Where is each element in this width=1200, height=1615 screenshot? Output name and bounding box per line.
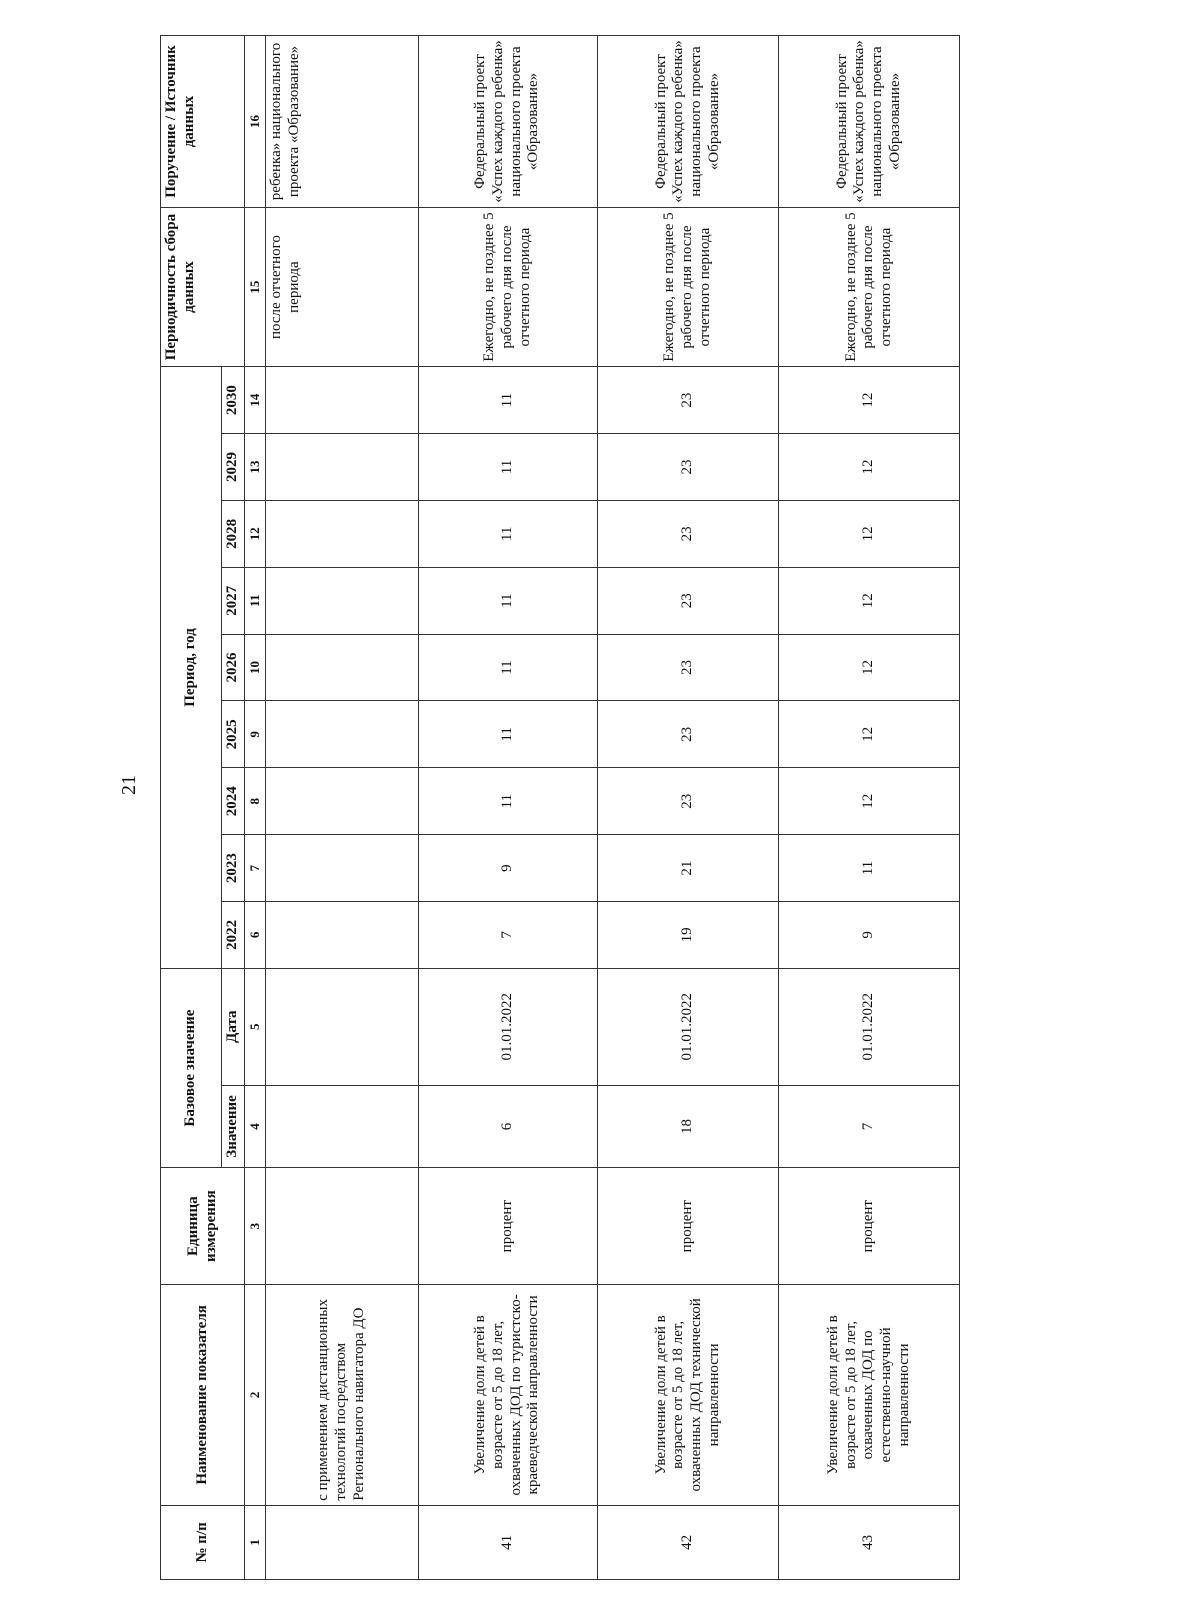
row-num bbox=[265, 1505, 418, 1579]
column-number: 13 bbox=[245, 434, 265, 501]
header-year: 2022 bbox=[222, 901, 245, 968]
column-number: 3 bbox=[245, 1168, 265, 1285]
row-base-date: 01.01.2022 bbox=[779, 968, 960, 1085]
column-number: 2 bbox=[245, 1285, 265, 1506]
row-year-value: 7 bbox=[418, 901, 597, 968]
column-number: 11 bbox=[245, 567, 265, 634]
header-year: 2028 bbox=[222, 500, 245, 567]
table-row bbox=[418, 36, 597, 1580]
row-year-value: 12 bbox=[779, 567, 960, 634]
rotated-table-wrapper bbox=[160, 35, 960, 1580]
row-year-value: 23 bbox=[597, 634, 779, 701]
row-num: 41 bbox=[418, 1505, 597, 1579]
row-frequency: после отчетного периода bbox=[265, 207, 418, 366]
column-number: 6 bbox=[245, 901, 265, 968]
header-year: 2025 bbox=[222, 701, 245, 768]
header-period: Период, год bbox=[161, 367, 222, 969]
row-year-value bbox=[265, 901, 418, 968]
row-year-value: 19 bbox=[597, 901, 779, 968]
row-year-value: 12 bbox=[779, 367, 960, 434]
row-year-value: 23 bbox=[597, 567, 779, 634]
row-year-value: 23 bbox=[597, 500, 779, 567]
row-year-value bbox=[265, 701, 418, 768]
row-name: Увеличение доли детей в возрасте от 5 до 18 лет, охваченных ДОД по естественно-научной направленности bbox=[779, 1285, 960, 1506]
column-number: 7 bbox=[245, 835, 265, 902]
row-year-value bbox=[265, 434, 418, 501]
header-base-value: Значение bbox=[222, 1085, 245, 1168]
row-name: Увеличение доли детей в возрасте от 5 до 18 лет, охваченных ДОД по туристско-краеведческой направленности bbox=[418, 1285, 597, 1506]
row-year-value bbox=[265, 367, 418, 434]
row-base-value: 6 bbox=[418, 1085, 597, 1168]
header-year: 2026 bbox=[222, 634, 245, 701]
row-frequency: Ежегодно, не позднее 5 рабочего дня после отчетного периода bbox=[597, 207, 779, 366]
row-frequency: Ежегодно, не позднее 5 рабочего дня после отчетного периода bbox=[779, 207, 960, 366]
row-year-value: 11 bbox=[418, 768, 597, 835]
row-year-value bbox=[265, 835, 418, 902]
row-base-date: 01.01.2022 bbox=[418, 968, 597, 1085]
row-year-value: 23 bbox=[597, 701, 779, 768]
row-source: Федеральный проект «Успех каждого ребенка» национального проекта «Образование» bbox=[779, 36, 960, 208]
column-number: 14 bbox=[245, 367, 265, 434]
row-source: ребенка» национального проекта «Образование» bbox=[265, 36, 418, 208]
row-source: Федеральный проект «Успех каждого ребенка» национального проекта «Образование» bbox=[597, 36, 779, 208]
header-base-date: Дата bbox=[222, 968, 245, 1085]
row-year-value: 12 bbox=[779, 434, 960, 501]
row-year-value: 9 bbox=[779, 901, 960, 968]
column-number: 16 bbox=[245, 36, 265, 208]
row-year-value: 23 bbox=[597, 434, 779, 501]
row-year-value: 11 bbox=[418, 500, 597, 567]
column-number: 8 bbox=[245, 768, 265, 835]
row-base-value: 18 bbox=[597, 1085, 779, 1168]
row-unit: процент bbox=[779, 1168, 960, 1285]
page-number: 21 bbox=[118, 775, 140, 795]
row-year-value: 12 bbox=[779, 634, 960, 701]
row-name: Увеличение доли детей в возрасте от 5 до 18 лет, охваченных ДОД технической направленности bbox=[597, 1285, 779, 1506]
header-row-top bbox=[161, 36, 222, 1580]
header-year: 2024 bbox=[222, 768, 245, 835]
table-row bbox=[779, 36, 960, 1580]
header-year: 2030 bbox=[222, 367, 245, 434]
row-year-value: 12 bbox=[779, 500, 960, 567]
row-num: 42 bbox=[597, 1505, 779, 1579]
row-year-value bbox=[265, 567, 418, 634]
column-number: 10 bbox=[245, 634, 265, 701]
row-year-value: 11 bbox=[418, 567, 597, 634]
column-number: 4 bbox=[245, 1085, 265, 1168]
row-year-value bbox=[265, 768, 418, 835]
indicators-table bbox=[160, 35, 960, 1580]
row-name: с применением дистанционных технологий посредством Регионального навигатора ДО bbox=[265, 1285, 418, 1506]
row-unit bbox=[265, 1168, 418, 1285]
column-number: 5 bbox=[245, 968, 265, 1085]
row-year-value: 11 bbox=[418, 434, 597, 501]
row-frequency: Ежегодно, не позднее 5 рабочего дня после отчетного периода bbox=[418, 207, 597, 366]
row-year-value: 12 bbox=[779, 768, 960, 835]
column-number: 15 bbox=[245, 207, 265, 366]
row-year-value: 12 bbox=[779, 701, 960, 768]
row-year-value: 11 bbox=[418, 367, 597, 434]
row-year-value bbox=[265, 500, 418, 567]
row-base-value bbox=[265, 1085, 418, 1168]
table-row bbox=[597, 36, 779, 1580]
column-number-row bbox=[245, 36, 265, 1580]
header-base: Базовое значение bbox=[161, 968, 222, 1167]
column-number: 9 bbox=[245, 701, 265, 768]
row-base-date bbox=[265, 968, 418, 1085]
row-year-value: 9 bbox=[418, 835, 597, 902]
header-year: 2027 bbox=[222, 567, 245, 634]
header-year: 2023 bbox=[222, 835, 245, 902]
row-unit: процент bbox=[597, 1168, 779, 1285]
header-source: Поручение / Источник данных bbox=[161, 36, 245, 208]
column-number: 1 bbox=[245, 1505, 265, 1579]
row-year-value: 11 bbox=[418, 701, 597, 768]
row-year-value: 23 bbox=[597, 367, 779, 434]
row-year-value: 11 bbox=[779, 835, 960, 902]
row-base-date: 01.01.2022 bbox=[597, 968, 779, 1085]
header-name: Наименование показателя bbox=[161, 1285, 245, 1506]
row-year-value bbox=[265, 634, 418, 701]
row-base-value: 7 bbox=[779, 1085, 960, 1168]
header-year: 2029 bbox=[222, 434, 245, 501]
row-unit: процент bbox=[418, 1168, 597, 1285]
header-num: № п/п bbox=[161, 1505, 245, 1579]
header-unit: Единица измерения bbox=[161, 1168, 245, 1285]
table-row bbox=[265, 36, 418, 1580]
row-year-value: 11 bbox=[418, 634, 597, 701]
row-year-value: 23 bbox=[597, 768, 779, 835]
header-frequency: Периодичность сбора данных bbox=[161, 207, 245, 366]
row-num: 43 bbox=[779, 1505, 960, 1579]
row-source: Федеральный проект «Успех каждого ребенка» национального проекта «Образование» bbox=[418, 36, 597, 208]
column-number: 12 bbox=[245, 500, 265, 567]
row-year-value: 21 bbox=[597, 835, 779, 902]
